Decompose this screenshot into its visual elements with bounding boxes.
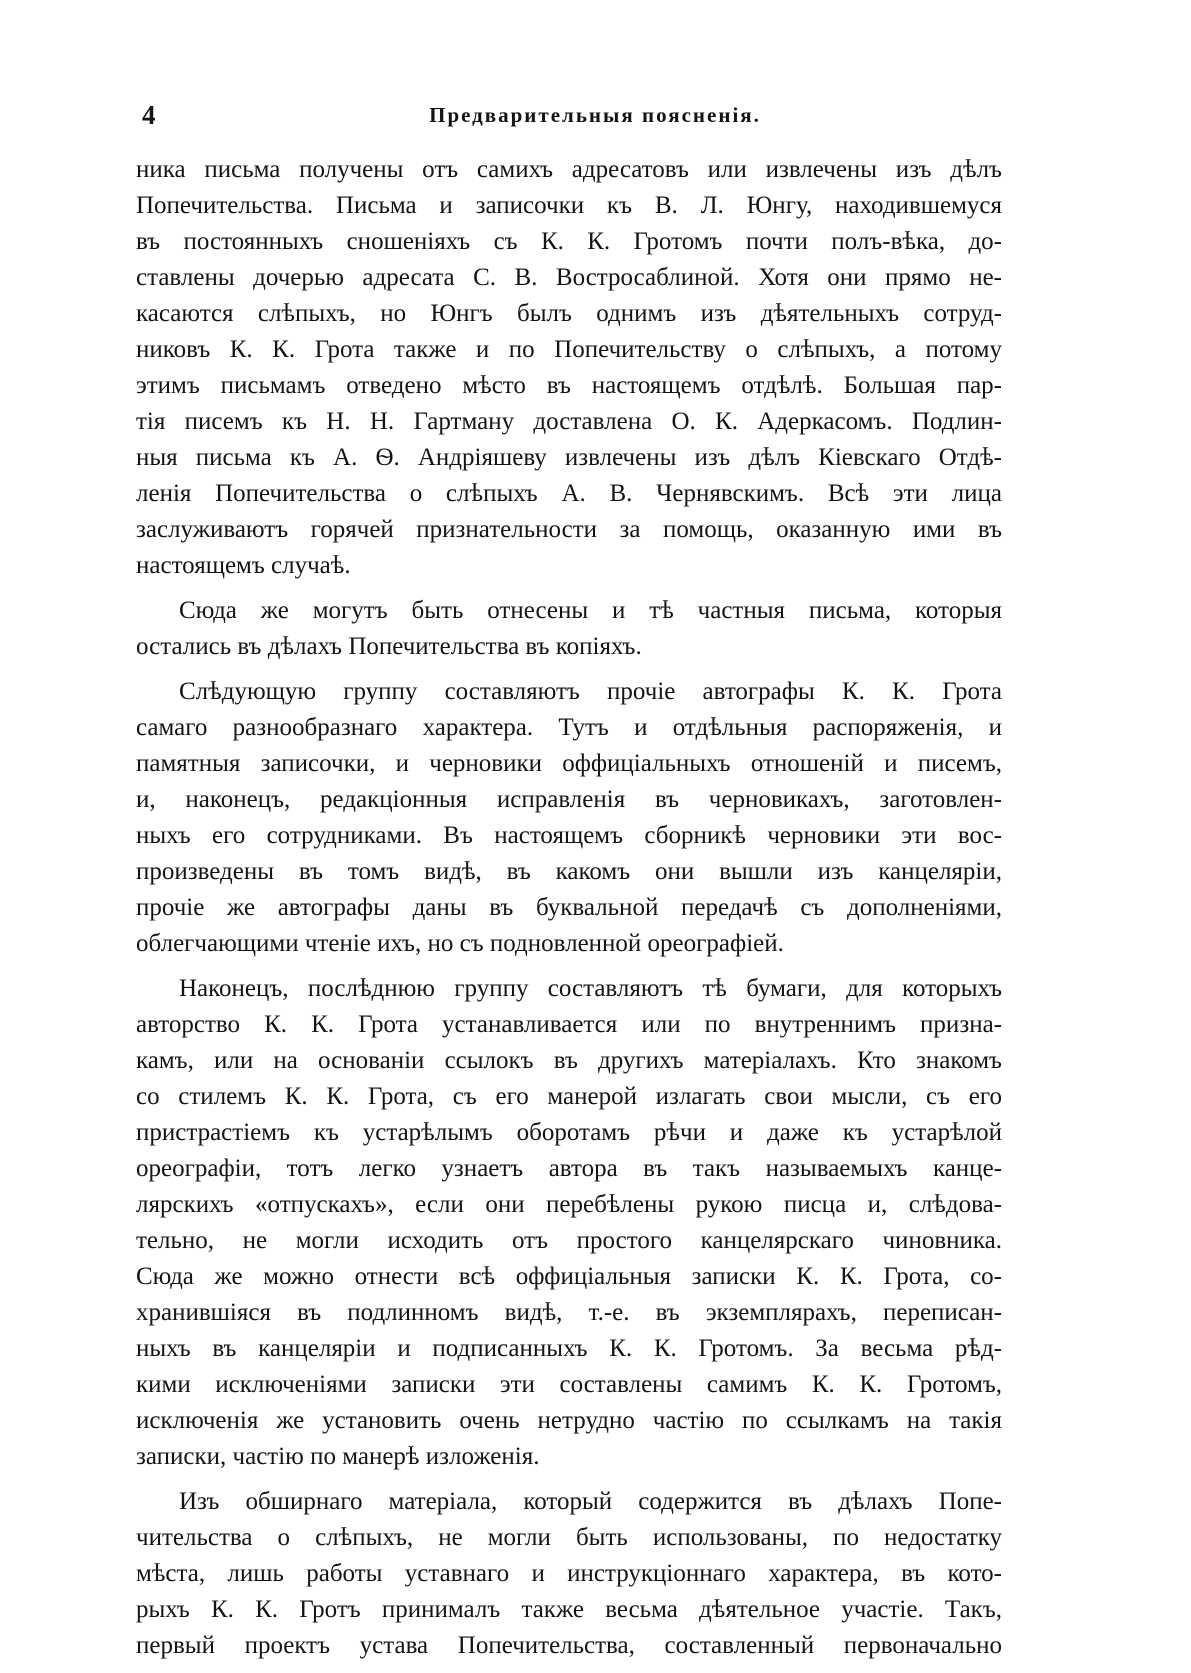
text-line: ныхъ въ канцеляріи и подписанныхъ К. К. Гротомъ. За весьма рѣд- [136,1335,1002,1362]
text-line: ленія Попечительства о слѣпыхъ А. В. Чернявскимъ. Всѣ эти лица [136,480,1002,507]
paragraph [136,152,1002,584]
text-line: Сюда же могутъ быть отнесены и тѣ частныя письма, которыя [179,597,1002,624]
text-line: рыхъ К. К. Гротъ принималъ также весьма дѣятельное участіе. Такъ, [136,1596,1002,1623]
text-line: самаго разнообразнаго характера. Тутъ и отдѣльныя распоряженія, и [136,714,1002,741]
text-line: первый проектъ устава Попечительства, составленный первоначально [136,1632,1002,1659]
text-line: настоящемъ случаѣ. [136,552,351,579]
text-line: заслуживаютъ горячей признательности за помощь, оказанную ими въ [136,516,1002,543]
text-line: прочіе же автографы даны въ буквальной передачѣ съ дополненіями, [136,894,1002,921]
text-line: никовъ К. К. Грота также и по Попечительству о слѣпыхъ, а потому [136,336,1002,363]
text-line: записки, частію по манерѣ изложенія. [136,1443,540,1470]
paragraph [136,674,1002,962]
paragraph [136,1484,1002,1664]
text-line: лярскихъ «отпускахъ», если они перебѣлены рукою писца и, слѣдова- [136,1191,1002,1218]
text-line: облегчающими чтеніе ихъ, но съ подновленной ореографіей. [136,930,784,957]
running-title: Предварительныя поясненія. [429,103,761,127]
text-line: камъ, или на основаніи ссылокъ въ другихъ матеріалахъ. Кто знакомъ [136,1047,1002,1074]
page-number: 4 [142,100,156,130]
text-line: ныхъ его сотрудниками. Въ настоящемъ сборникѣ черновики эти вос- [136,822,1002,849]
text-line: Попечительства. Письма и записочки къ В. Л. Юнгу, находившемуся [136,192,1002,219]
text-line: ныя письма къ А. Ѳ. Андріяшеву извлечены изъ дѣлъ Кіевскаго Отдѣ- [136,444,1002,471]
text-line: памятныя записочки, и черновики оффиціальныхъ отношеній и писемъ, [136,750,1002,777]
text-line: Сюда же можно отнести всѣ оффиціальныя записки К. К. Грота, со- [136,1263,1002,1290]
text-line: Наконецъ, послѣднюю группу составляютъ тѣ бумаги, для которыхъ [179,975,1002,1002]
text-line: Слѣдующую группу составляютъ прочіе автографы К. К. Грота [179,678,1002,705]
text-line: тія писемъ къ Н. Н. Гартману доставлена О. К. Адеркасомъ. Подлин- [136,408,1002,435]
text-line: авторство К. К. Грота устанавливается или по внутреннимъ призна- [136,1011,1002,1038]
text-line: ника письма получены отъ самихъ адресатовъ или извлечены изъ дѣлъ [136,156,1002,183]
paragraph [136,593,1002,665]
paragraph [136,971,1002,1475]
text-line: пристрастіемъ къ устарѣлымъ оборотамъ рѣчи и даже къ устарѣлой [136,1119,1002,1146]
text-line: и, наконецъ, редакціонныя исправленія въ черновикахъ, заготовлен- [136,786,1002,813]
text-line: кими исключеніями записки эти составлены самимъ К. К. Гротомъ, [136,1371,1002,1398]
text-line: тельно, не могли исходить отъ простого канцелярскаго чиновника. [136,1227,1002,1254]
running-header [142,98,1008,132]
text-line: Изъ обширнаго матеріала, который содержится въ дѣлахъ Попе- [179,1488,1002,1515]
body-text [136,152,1002,1673]
text-line: въ постоянныхъ сношеніяхъ съ К. К. Гротомъ почти полъ-вѣка, до- [136,228,1002,255]
text-line: чительства о слѣпыхъ, не могли быть использованы, по недостатку [136,1524,1002,1551]
text-line: произведены въ томъ видѣ, въ какомъ они вышли изъ канцеляріи, [136,858,1002,885]
text-line: мѣста, лишь работы уставнаго и инструкціоннаго характера, въ кото- [136,1560,1002,1587]
text-line: остались въ дѣлахъ Попечительства въ копіяхъ. [136,633,642,660]
text-line: этимъ письмамъ отведено мѣсто въ настоящемъ отдѣлѣ. Большая пар- [136,372,1002,399]
text-line: касаются слѣпыхъ, но Юнгъ былъ однимъ изъ дѣятельныхъ сотруд- [136,300,1002,327]
text-line: исключенія же установить очень нетрудно частію по ссылкамъ на такія [136,1407,1002,1434]
text-line: ставлены дочерью адресата С. В. Востросаблиной. Хотя они прямо не- [136,264,1002,291]
text-line: со стилемъ К. К. Грота, съ его манерой излагать свои мысли, съ его [136,1083,1002,1110]
text-line: ореографіи, тотъ легко узнаетъ автора въ такъ называемыхъ канце- [136,1155,1002,1182]
text-line: хранившіяся въ подлинномъ видѣ, т.-е. въ экземплярахъ, переписан- [136,1299,1002,1326]
